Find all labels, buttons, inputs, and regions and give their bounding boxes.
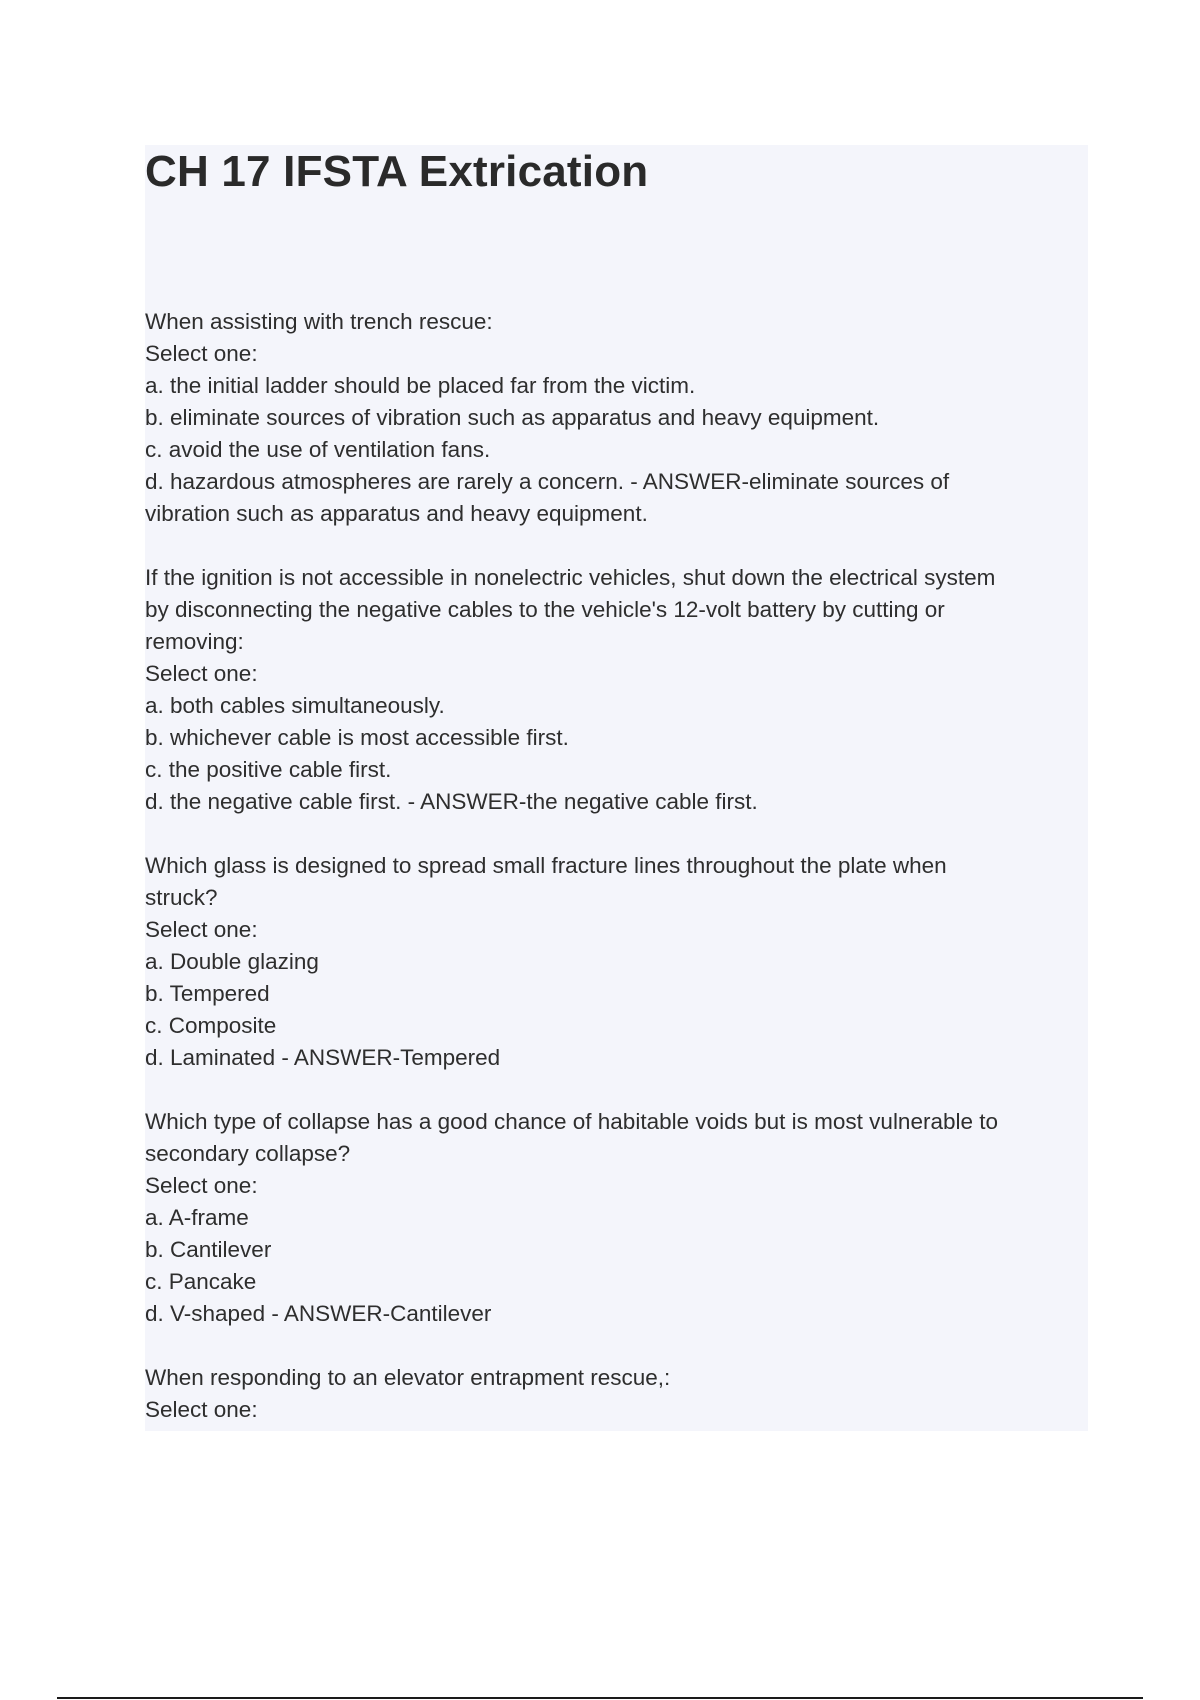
question-3-option-d-answer: d. Laminated - ANSWER-Tempered xyxy=(145,1045,501,1070)
question-3 xyxy=(145,850,1085,1074)
question-2-option-a: a. both cables simultaneously. xyxy=(145,693,445,718)
question-1-option-a: a. the initial ladder should be placed far from the victim. xyxy=(145,373,696,398)
question-2-select-label: Select one: xyxy=(145,661,258,686)
question-list xyxy=(145,306,1085,1458)
question-3-option-a: a. Double glazing xyxy=(145,949,319,974)
question-2-option-b: b. whichever cable is most accessible first. xyxy=(145,725,569,750)
question-1-prompt: When assisting with trench rescue: xyxy=(145,309,493,334)
question-4-select-label: Select one: xyxy=(145,1173,258,1198)
question-2-prompt-line-2: by disconnecting the negative cables to the vehicle's 12-volt battery by cutting or xyxy=(145,597,945,622)
question-2-prompt-line-1: If the ignition is not accessible in nonelectric vehicles, shut down the electrical system xyxy=(145,565,996,590)
question-4 xyxy=(145,1106,1085,1330)
question-2-option-c: c. the positive cable first. xyxy=(145,757,392,782)
question-4-option-c: c. Pancake xyxy=(145,1269,257,1294)
question-2-prompt-line-3: removing: xyxy=(145,629,244,654)
question-1-select-label: Select one: xyxy=(145,341,258,366)
document-title: CH 17 IFSTA Extrication xyxy=(145,147,649,196)
question-5 xyxy=(145,1362,1085,1426)
question-1-option-b: b. eliminate sources of vibration such as apparatus and heavy equipment. xyxy=(145,405,880,430)
question-1-option-d-answer: d. hazardous atmospheres are rarely a concern. - ANSWER-eliminate sources of xyxy=(145,469,950,494)
question-4-option-a: a. A-frame xyxy=(145,1205,249,1230)
question-4-option-b: b. Cantilever xyxy=(145,1237,272,1262)
question-3-option-b: b. Tempered xyxy=(145,981,270,1006)
question-4-prompt-line-2: secondary collapse? xyxy=(145,1141,351,1166)
question-1 xyxy=(145,306,1085,530)
question-3-prompt-line-1: Which glass is designed to spread small fracture lines throughout the plate when xyxy=(145,853,947,878)
question-3-prompt-line-2: struck? xyxy=(145,885,218,910)
question-5-select-label: Select one: xyxy=(145,1397,258,1422)
question-1-option-d-answer-cont: vibration such as apparatus and heavy equipment. xyxy=(145,501,648,526)
question-4-prompt-line-1: Which type of collapse has a good chance of habitable voids but is most vulnerable to xyxy=(145,1109,999,1134)
question-3-option-c: c. Composite xyxy=(145,1013,277,1038)
question-2 xyxy=(145,562,1085,818)
question-4-option-d-answer: d. V-shaped - ANSWER-Cantilever xyxy=(145,1301,492,1326)
footer-divider xyxy=(57,1697,1143,1699)
question-5-prompt: When responding to an elevator entrapment rescue,: xyxy=(145,1365,671,1390)
question-2-option-d-answer: d. the negative cable first. - ANSWER-the negative cable first. xyxy=(145,789,758,814)
question-1-option-c: c. avoid the use of ventilation fans. xyxy=(145,437,491,462)
question-3-select-label: Select one: xyxy=(145,917,258,942)
